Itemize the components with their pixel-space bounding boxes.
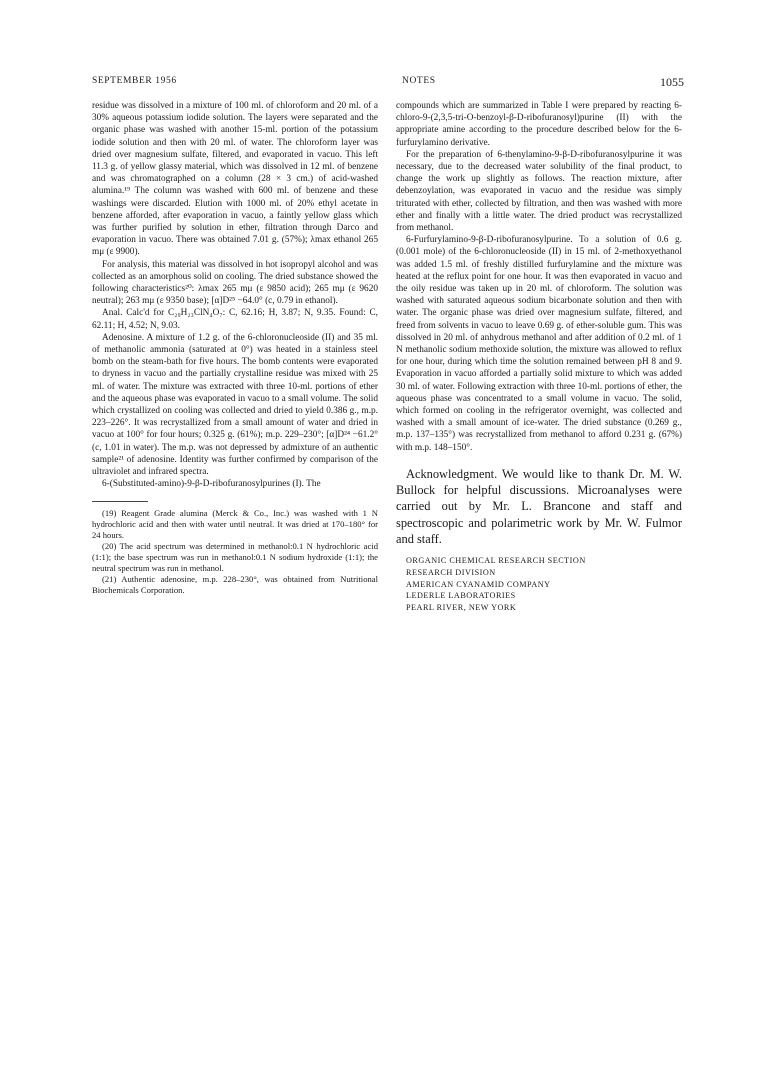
paragraph: For analysis, this material was dissolved in hot isopropyl alcohol and was collected as an amorphous solid on cooling. The dried substance showed the following characteristics²⁰: λmax 265 mμ (ε 9850 acid); 265 mμ (ε 9620 neutral); 263 mμ (ε 9350 base); [α]D²⁵ −64.0° (c, 0.79 in ethanol). (92, 259, 378, 307)
affiliation-line: LEDERLE LABORATORIES (406, 591, 516, 601)
paragraph: residue was dissolved in a mixture of 100 ml. of chloroform and 20 ml. of a 30% aqueous potassium iodide solution. The layers were separated and the organic phase was washed with another 15-ml. portion of the potassium iodide solution and then with 20 ml. of water. The chloroform layer was dried over magnesium sulfate, filtered, and evaporated in vacuo. This left 11.3 g. of yellow glassy material, which was dissolved in 12 ml. of benzene and was chromatographed on a column (28 × 3 cm.) of acid-washed alumina.¹⁹ The column was washed with 600 ml. of benzene and these washings were discarded. Elution with 1000 ml. of 20% ethyl acetate in benzene afforded, after evaporation in vacuo, a faintly yellow glass which was further purified by solution in ether, filtration through Darco and evaporation in vacuo. There was obtained 7.01 g. (57%); λmax ethanol 265 mμ (ε 9900). (92, 101, 378, 258)
paragraph: Anal. Calc'd for C₂₉H₂₃ClN₄O₇: C, 62.16; H, 3.87; N, 9.35. Found: C, 62.11; H, 4.52; N, 9.03. (92, 308, 378, 331)
affiliation-line: AMERICAN CYANAMID COMPANY (406, 579, 551, 589)
paragraph: 6-(Substituted-amino)-9-β-D-ribofuranosylpurines (I). The (102, 479, 321, 490)
acknowledgment: Acknowledgment. We would like to thank Dr. M. W. Bullock for helpful discussions. Microanalyses were carried out by Mr. L. Brancone and staff and spectroscopic and polarimetric work by Mr. W. Fulmor and staff. (396, 466, 682, 546)
header-date: SEPTEMBER 1956 (92, 76, 177, 86)
left-column (92, 100, 378, 596)
affiliation-line: ORGANIC CHEMICAL RESEARCH SECTION (406, 555, 586, 565)
affiliation-line: RESEARCH DIVISION (406, 567, 496, 577)
page-header (92, 76, 684, 92)
acknowledgment-section (396, 466, 682, 547)
footnote: (21) Authentic adenosine, m.p. 228–230°, was obtained from Nutritional Biochemicals Corporation. (92, 573, 378, 595)
footnote: (20) The acid spectrum was determined in methanol:0.1 N hydrochloric acid (1:1); the base spectrum was run in methanol:0.1 N sodium hydroxide (1:1); the neutral spectrum was run in methanol. (92, 540, 378, 573)
paragraph: compounds which are summarized in Table I were prepared by reacting 6-chloro-9-(2,3,5-tri-O-benzoyl-β-D-ribofuranosyl)purine (II) with the appropriate amine according to the procedure described below for the 6-furfurylamino derivative. (396, 101, 682, 148)
paragraph: 6-Furfurylamino-9-β-D-ribofuranosylpurine. To a solution of 0.6 g. (0.001 mole) of the 6-chloronucleoside (II) in 15 ml. of 2-methoxyethanol was added 1.5 ml. of freshly distilled furfurylamine and the mixture was heated at the reflux point for one hour. It was then evaporated in vacuo and the oily residue was taken up in 20 ml. of chloroform. The solution was washed with saturated aqueous sodium bicarbonate solution and then with water. The organic phase was dried over magnesium sulfate, filtered, and freed from solvents in vacuo to leave 0.69 g. of ether-soluble gum. This was dissolved in 20 ml. of anhydrous methanol and after addition of 0.2 ml. of 1 N methanolic sodium methoxide solution, the mixture was allowed to reflux for one hour, during which time the solution remained between pH 8 and 9. Evaporation in vacuo afforded a partially solid mixture to which was added 30 ml. of water. Following extraction with three 10-ml. portions of ether, the aqueous phase was concentrated to a small volume in vacuo. The solid, which formed on cooling in the refrigerator overnight, was collected and washed with a small amount of ice-water. The dried substance (0.269 g., m.p. 137–135°) was recrystallized from methanol to afford 0.231 g. (67%) with m.p. 148–150°. (396, 235, 682, 453)
footnotes (92, 508, 378, 596)
header-section: NOTES (402, 76, 436, 86)
affiliation-line: PEARL RIVER, NEW YORK (406, 603, 517, 613)
right-column (396, 100, 682, 614)
paragraph: For the preparation of 6-thenylamino-9-β-D-ribofuranosylpurine it was necessary, due to the decreased water solubility of the final product, to change the work up slightly as follows. The reaction mixture, after debenzoylation, was evaporated in vacuo and the residue was simply triturated with ether, collected by filtration, and then was washed with more ether and finally with a little water. The dried product was recrystallized from methanol. (396, 149, 682, 234)
footnote-rule (92, 501, 148, 502)
paragraph: Adenosine. A mixture of 1.2 g. of the 6-chloronucleoside (II) and 35 ml. of methanolic ammonia (saturated at 0°) was heated in a stainless steel bomb on the steam-bath for five hours. The bomb contents were evaporated to dryness in vacuo and the partially crystalline residue was mixed with 25 ml. of water. The mixture was extracted with three 10-ml. portions of ether and the aqueous phase was evaporated in vacuo to a small volume. The solid which crystallized on cooling was collected and dried to yield 0.386 g., m.p. 223–226°. It was recrystallized from a small amount of water and dried in vacuo at 100° for four hours; 0.325 g. (61%); m.p. 229–230°; [α]D²⁴ −61.2° (c, 1.01 in water). The m.p. was not depressed by admixture of an authentic sample²¹ of adenosine. Identity was further confirmed by comparison of the ultraviolet and infrared spectra. (92, 332, 378, 478)
page-number: 1055 (660, 75, 684, 89)
affiliation-block (396, 555, 682, 614)
footnote: (19) Reagent Grade alumina (Merck & Co., Inc.) was washed with 1 N hydrochloric acid and then with water until neutral. It was dried at 170–180° for 24 hours. (92, 507, 378, 540)
